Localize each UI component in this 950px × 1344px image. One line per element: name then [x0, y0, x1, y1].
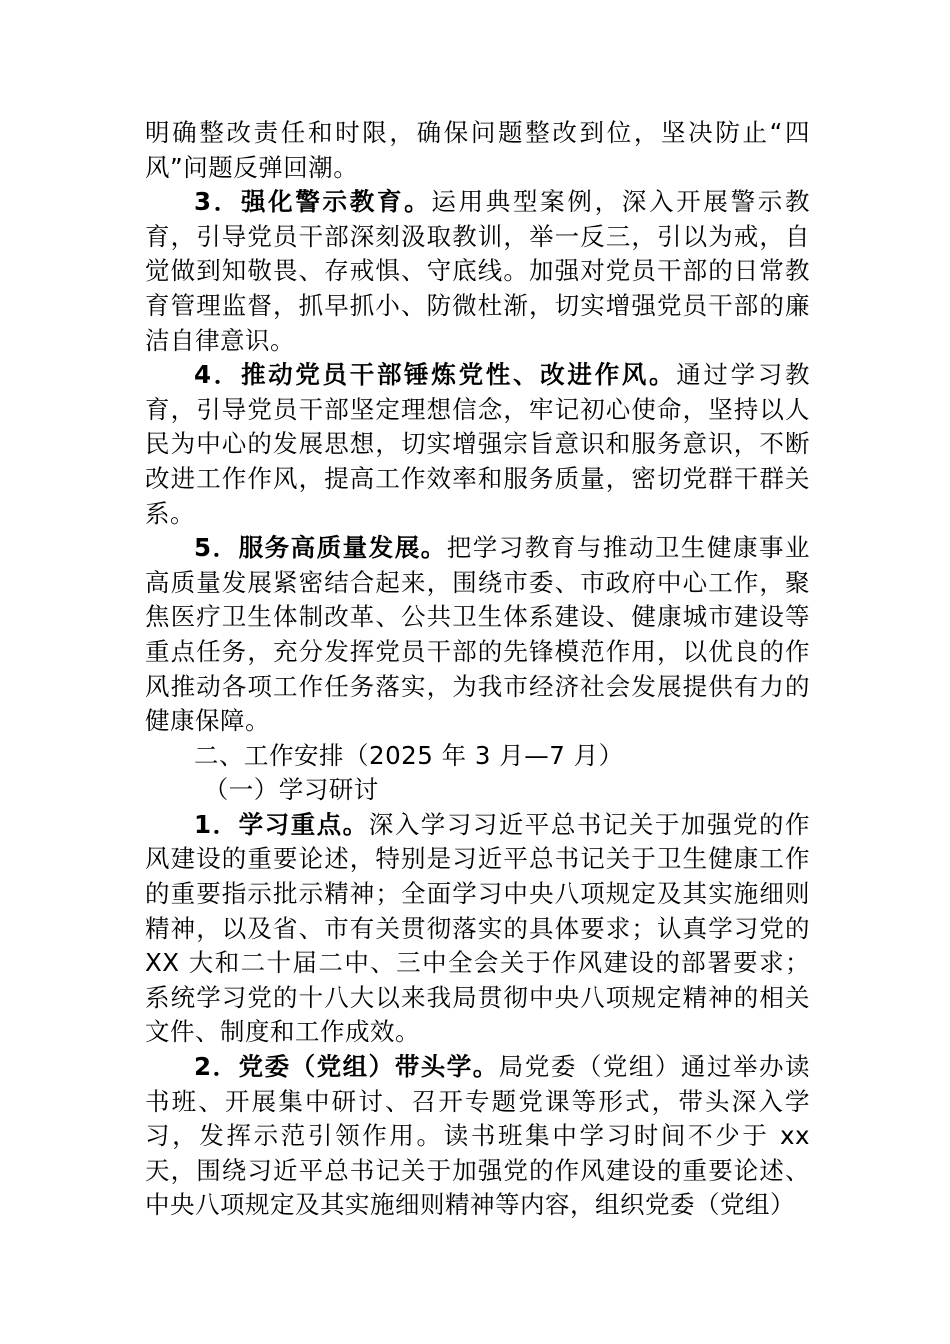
paragraph-study-focus	[145, 808, 810, 1050]
paragraph-continuation	[145, 116, 810, 185]
paragraph-high-quality-development	[145, 531, 810, 739]
paragraph-text: 深入学习习近平总书记关于加强党的作风建设的重要论述，特别是习近平总书记关于卫生健康工作的重要指示批示精神；全面学习中央八项规定及其实施细则精神，以及省、市有关贯彻落实的具体要求；认真学习党的 XX 大和二十届二中、三中全会关于作风建设的部署要求；系统学习党的十八大以来我局贯彻中央八项规定精神的相关文件、制度和工作成效。	[145, 809, 811, 1047]
document-body	[145, 116, 810, 1223]
paragraph-committee-leads-study	[145, 1050, 810, 1223]
paragraph-heading: 4．推动党员干部锤炼党性、改进作风。	[194, 360, 677, 390]
subsection-title-text: （一）学习研讨	[203, 775, 379, 805]
paragraph-text: 通过学习教育，引导党员干部坚定理想信念，牢记初心使命，坚持以人民为中心的发展思想，切实增强宗旨意识和服务意识，不断改进工作作风，提高工作效率和服务质量，密切党群干群关系。	[145, 360, 811, 528]
paragraph-heading: 1．学习重点。	[194, 809, 369, 839]
section-title-text: 二、工作安排（2025 年 3 月—7 月）	[194, 740, 624, 770]
paragraph-heading: 3．强化警示教育。	[194, 187, 432, 217]
paragraph-warning-education	[145, 185, 810, 358]
paragraph-heading: 5．服务高质量发展。	[194, 533, 447, 563]
paragraph-text: 把学习教育与推动卫生健康事业高质量发展紧密结合起来，围绕市委、市政府中心工作，聚焦医疗卫生体制改革、公共卫生体系建设、健康城市建设等重点任务，充分发挥党员干部的先锋模范作用，以优良的作风推动各项工作任务落实，为我市经济社会发展提供有力的健康保障。	[145, 533, 811, 736]
paragraph-text: 明确整改责任和时限，确保问题整改到位，坚决防止“四风”问题反弹回潮。	[145, 118, 810, 182]
subsection-title-study	[145, 773, 810, 808]
paragraph-text: 运用典型案例，深入开展警示教育，引导党员干部深刻汲取教训，举一反三，引以为戒，自觉做到知敬畏、存戒惧、守底线。加强对党员干部的日常教育管理监督，抓早抓小、防微杜渐，切实增强党员干部的廉洁自律意识。	[145, 187, 811, 355]
section-title-work-arrangement	[145, 739, 810, 774]
paragraph-party-conduct	[145, 358, 810, 531]
paragraph-heading: 2．党委（党组）带头学。	[194, 1052, 499, 1082]
paragraph-text: 局党委（党组）通过举办读书班、开展集中研讨、召开专题党课等形式，带头深入学习，发挥示范引领作用。读书班集中学习时间不少于 xx 天，围绕习近平总书记关于加强党的作风建设的重要论述、中央八项规定及其实施细则精神等内容，组织党委（党组）	[145, 1052, 811, 1220]
